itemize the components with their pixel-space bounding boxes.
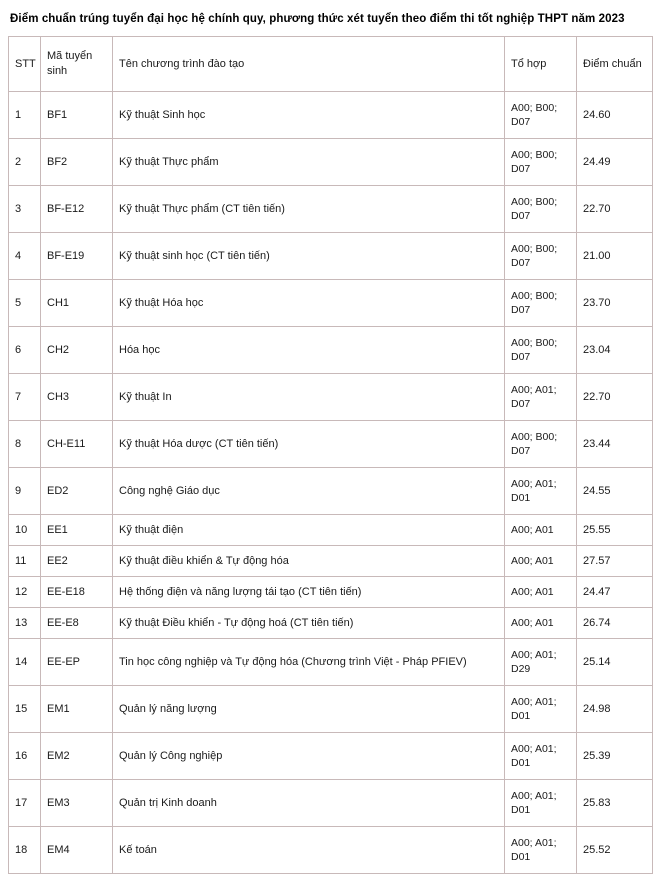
table-row <box>9 732 653 779</box>
table-body <box>9 91 653 873</box>
cell-subject-combination: A00; A01; D07 <box>505 373 577 420</box>
cell-program-code: EE-EP <box>41 638 113 685</box>
table-row <box>9 826 653 873</box>
cell-program-code: BF-E12 <box>41 185 113 232</box>
table-row <box>9 232 653 279</box>
cell-stt: 10 <box>9 514 41 545</box>
admission-score-table <box>8 36 653 874</box>
cell-benchmark-score: 23.04 <box>577 326 653 373</box>
cell-subject-combination: A00; A01 <box>505 607 577 638</box>
cell-program-name: Kỹ thuật Thực phẩm (CT tiên tiến) <box>113 185 505 232</box>
column-header-score: Điểm chuẩn <box>577 36 653 91</box>
column-header-code: Mã tuyển sinh <box>41 36 113 91</box>
table-row <box>9 514 653 545</box>
cell-benchmark-score: 24.47 <box>577 576 653 607</box>
cell-program-name: Quản lý năng lượng <box>113 685 505 732</box>
cell-stt: 1 <box>9 91 41 138</box>
cell-program-code: BF2 <box>41 138 113 185</box>
cell-stt: 5 <box>9 279 41 326</box>
cell-stt: 4 <box>9 232 41 279</box>
cell-stt: 11 <box>9 545 41 576</box>
cell-program-name: Kỹ thuật Thực phẩm <box>113 138 505 185</box>
table-row <box>9 576 653 607</box>
cell-benchmark-score: 24.60 <box>577 91 653 138</box>
cell-benchmark-score: 23.70 <box>577 279 653 326</box>
cell-stt: 18 <box>9 826 41 873</box>
cell-benchmark-score: 22.70 <box>577 373 653 420</box>
cell-benchmark-score: 25.39 <box>577 732 653 779</box>
cell-program-name: Kỹ thuật In <box>113 373 505 420</box>
cell-subject-combination: A00; B00; D07 <box>505 279 577 326</box>
cell-program-name: Kỹ thuật Hóa học <box>113 279 505 326</box>
cell-program-name: Tin học công nghiệp và Tự động hóa (Chương trình Việt - Pháp PFIEV) <box>113 638 505 685</box>
table-row <box>9 779 653 826</box>
cell-benchmark-score: 26.74 <box>577 607 653 638</box>
cell-program-code: EE2 <box>41 545 113 576</box>
cell-program-name: Hệ thống điện và năng lượng tái tạo (CT tiên tiến) <box>113 576 505 607</box>
cell-program-code: CH1 <box>41 279 113 326</box>
cell-subject-combination: A00; B00; D07 <box>505 326 577 373</box>
cell-stt: 8 <box>9 420 41 467</box>
cell-subject-combination: A00; B00; D07 <box>505 232 577 279</box>
cell-benchmark-score: 24.98 <box>577 685 653 732</box>
table-row <box>9 685 653 732</box>
cell-benchmark-score: 27.57 <box>577 545 653 576</box>
cell-benchmark-score: 23.44 <box>577 420 653 467</box>
cell-stt: 13 <box>9 607 41 638</box>
cell-program-name: Quản trị Kinh doanh <box>113 779 505 826</box>
cell-program-name: Kỹ thuật Hóa dược (CT tiên tiến) <box>113 420 505 467</box>
cell-program-code: ED2 <box>41 467 113 514</box>
cell-subject-combination: A00; A01 <box>505 545 577 576</box>
column-header-comb: Tổ hợp <box>505 36 577 91</box>
cell-stt: 15 <box>9 685 41 732</box>
cell-benchmark-score: 25.14 <box>577 638 653 685</box>
cell-program-name: Kỹ thuật Sinh học <box>113 91 505 138</box>
cell-stt: 16 <box>9 732 41 779</box>
table-row <box>9 326 653 373</box>
cell-stt: 17 <box>9 779 41 826</box>
cell-program-name: Hóa học <box>113 326 505 373</box>
cell-stt: 3 <box>9 185 41 232</box>
table-row <box>9 373 653 420</box>
cell-program-code: EM3 <box>41 779 113 826</box>
cell-program-code: CH-E11 <box>41 420 113 467</box>
cell-subject-combination: A00; A01; D01 <box>505 779 577 826</box>
cell-subject-combination: A00; B00; D07 <box>505 185 577 232</box>
cell-program-name: Kỹ thuật điện <box>113 514 505 545</box>
cell-program-name: Kế toán <box>113 826 505 873</box>
cell-stt: 12 <box>9 576 41 607</box>
cell-benchmark-score: 25.52 <box>577 826 653 873</box>
table-row <box>9 545 653 576</box>
cell-program-name: Quản lý Công nghiệp <box>113 732 505 779</box>
table-header <box>9 36 653 91</box>
cell-benchmark-score: 25.83 <box>577 779 653 826</box>
column-header-stt: STT <box>9 36 41 91</box>
cell-program-code: CH2 <box>41 326 113 373</box>
cell-stt: 7 <box>9 373 41 420</box>
cell-stt: 14 <box>9 638 41 685</box>
cell-program-code: EM2 <box>41 732 113 779</box>
table-row <box>9 420 653 467</box>
cell-program-name: Kỹ thuật điều khiển & Tự động hóa <box>113 545 505 576</box>
cell-program-code: EM4 <box>41 826 113 873</box>
table-row <box>9 467 653 514</box>
cell-program-name: Kỹ thuật sinh học (CT tiên tiến) <box>113 232 505 279</box>
table-header-row <box>9 36 653 91</box>
table-row <box>9 638 653 685</box>
table-row <box>9 91 653 138</box>
cell-subject-combination: A00; A01; D01 <box>505 467 577 514</box>
cell-subject-combination: A00; A01 <box>505 514 577 545</box>
cell-subject-combination: A00; B00; D07 <box>505 420 577 467</box>
cell-stt: 6 <box>9 326 41 373</box>
cell-program-code: BF-E19 <box>41 232 113 279</box>
cell-program-code: EE-E18 <box>41 576 113 607</box>
cell-program-code: CH3 <box>41 373 113 420</box>
cell-program-code: EE-E8 <box>41 607 113 638</box>
cell-program-name: Công nghệ Giáo dục <box>113 467 505 514</box>
cell-benchmark-score: 21.00 <box>577 232 653 279</box>
cell-stt: 9 <box>9 467 41 514</box>
cell-benchmark-score: 24.55 <box>577 467 653 514</box>
table-row <box>9 607 653 638</box>
table-row <box>9 279 653 326</box>
cell-subject-combination: A00; A01 <box>505 576 577 607</box>
cell-program-code: BF1 <box>41 91 113 138</box>
table-row <box>9 138 653 185</box>
cell-benchmark-score: 25.55 <box>577 514 653 545</box>
page-title: Điểm chuẩn trúng tuyển đại học hệ chính quy, phương thức xét tuyển theo điểm thi tốt nghiệp THPT năm 2023 <box>10 13 625 25</box>
cell-benchmark-score: 24.49 <box>577 138 653 185</box>
cell-subject-combination: A00; A01; D01 <box>505 826 577 873</box>
cell-subject-combination: A00; A01; D01 <box>505 685 577 732</box>
cell-program-code: EM1 <box>41 685 113 732</box>
cell-program-code: EE1 <box>41 514 113 545</box>
cell-program-name: Kỹ thuật Điều khiển - Tự động hoá (CT tiên tiến) <box>113 607 505 638</box>
table-row <box>9 185 653 232</box>
cell-subject-combination: A00; A01; D01 <box>505 732 577 779</box>
cell-subject-combination: A00; B00; D07 <box>505 91 577 138</box>
cell-subject-combination: A00; A01; D29 <box>505 638 577 685</box>
cell-stt: 2 <box>9 138 41 185</box>
cell-subject-combination: A00; B00; D07 <box>505 138 577 185</box>
cell-benchmark-score: 22.70 <box>577 185 653 232</box>
column-header-name: Tên chương trình đào tạo <box>113 36 505 91</box>
